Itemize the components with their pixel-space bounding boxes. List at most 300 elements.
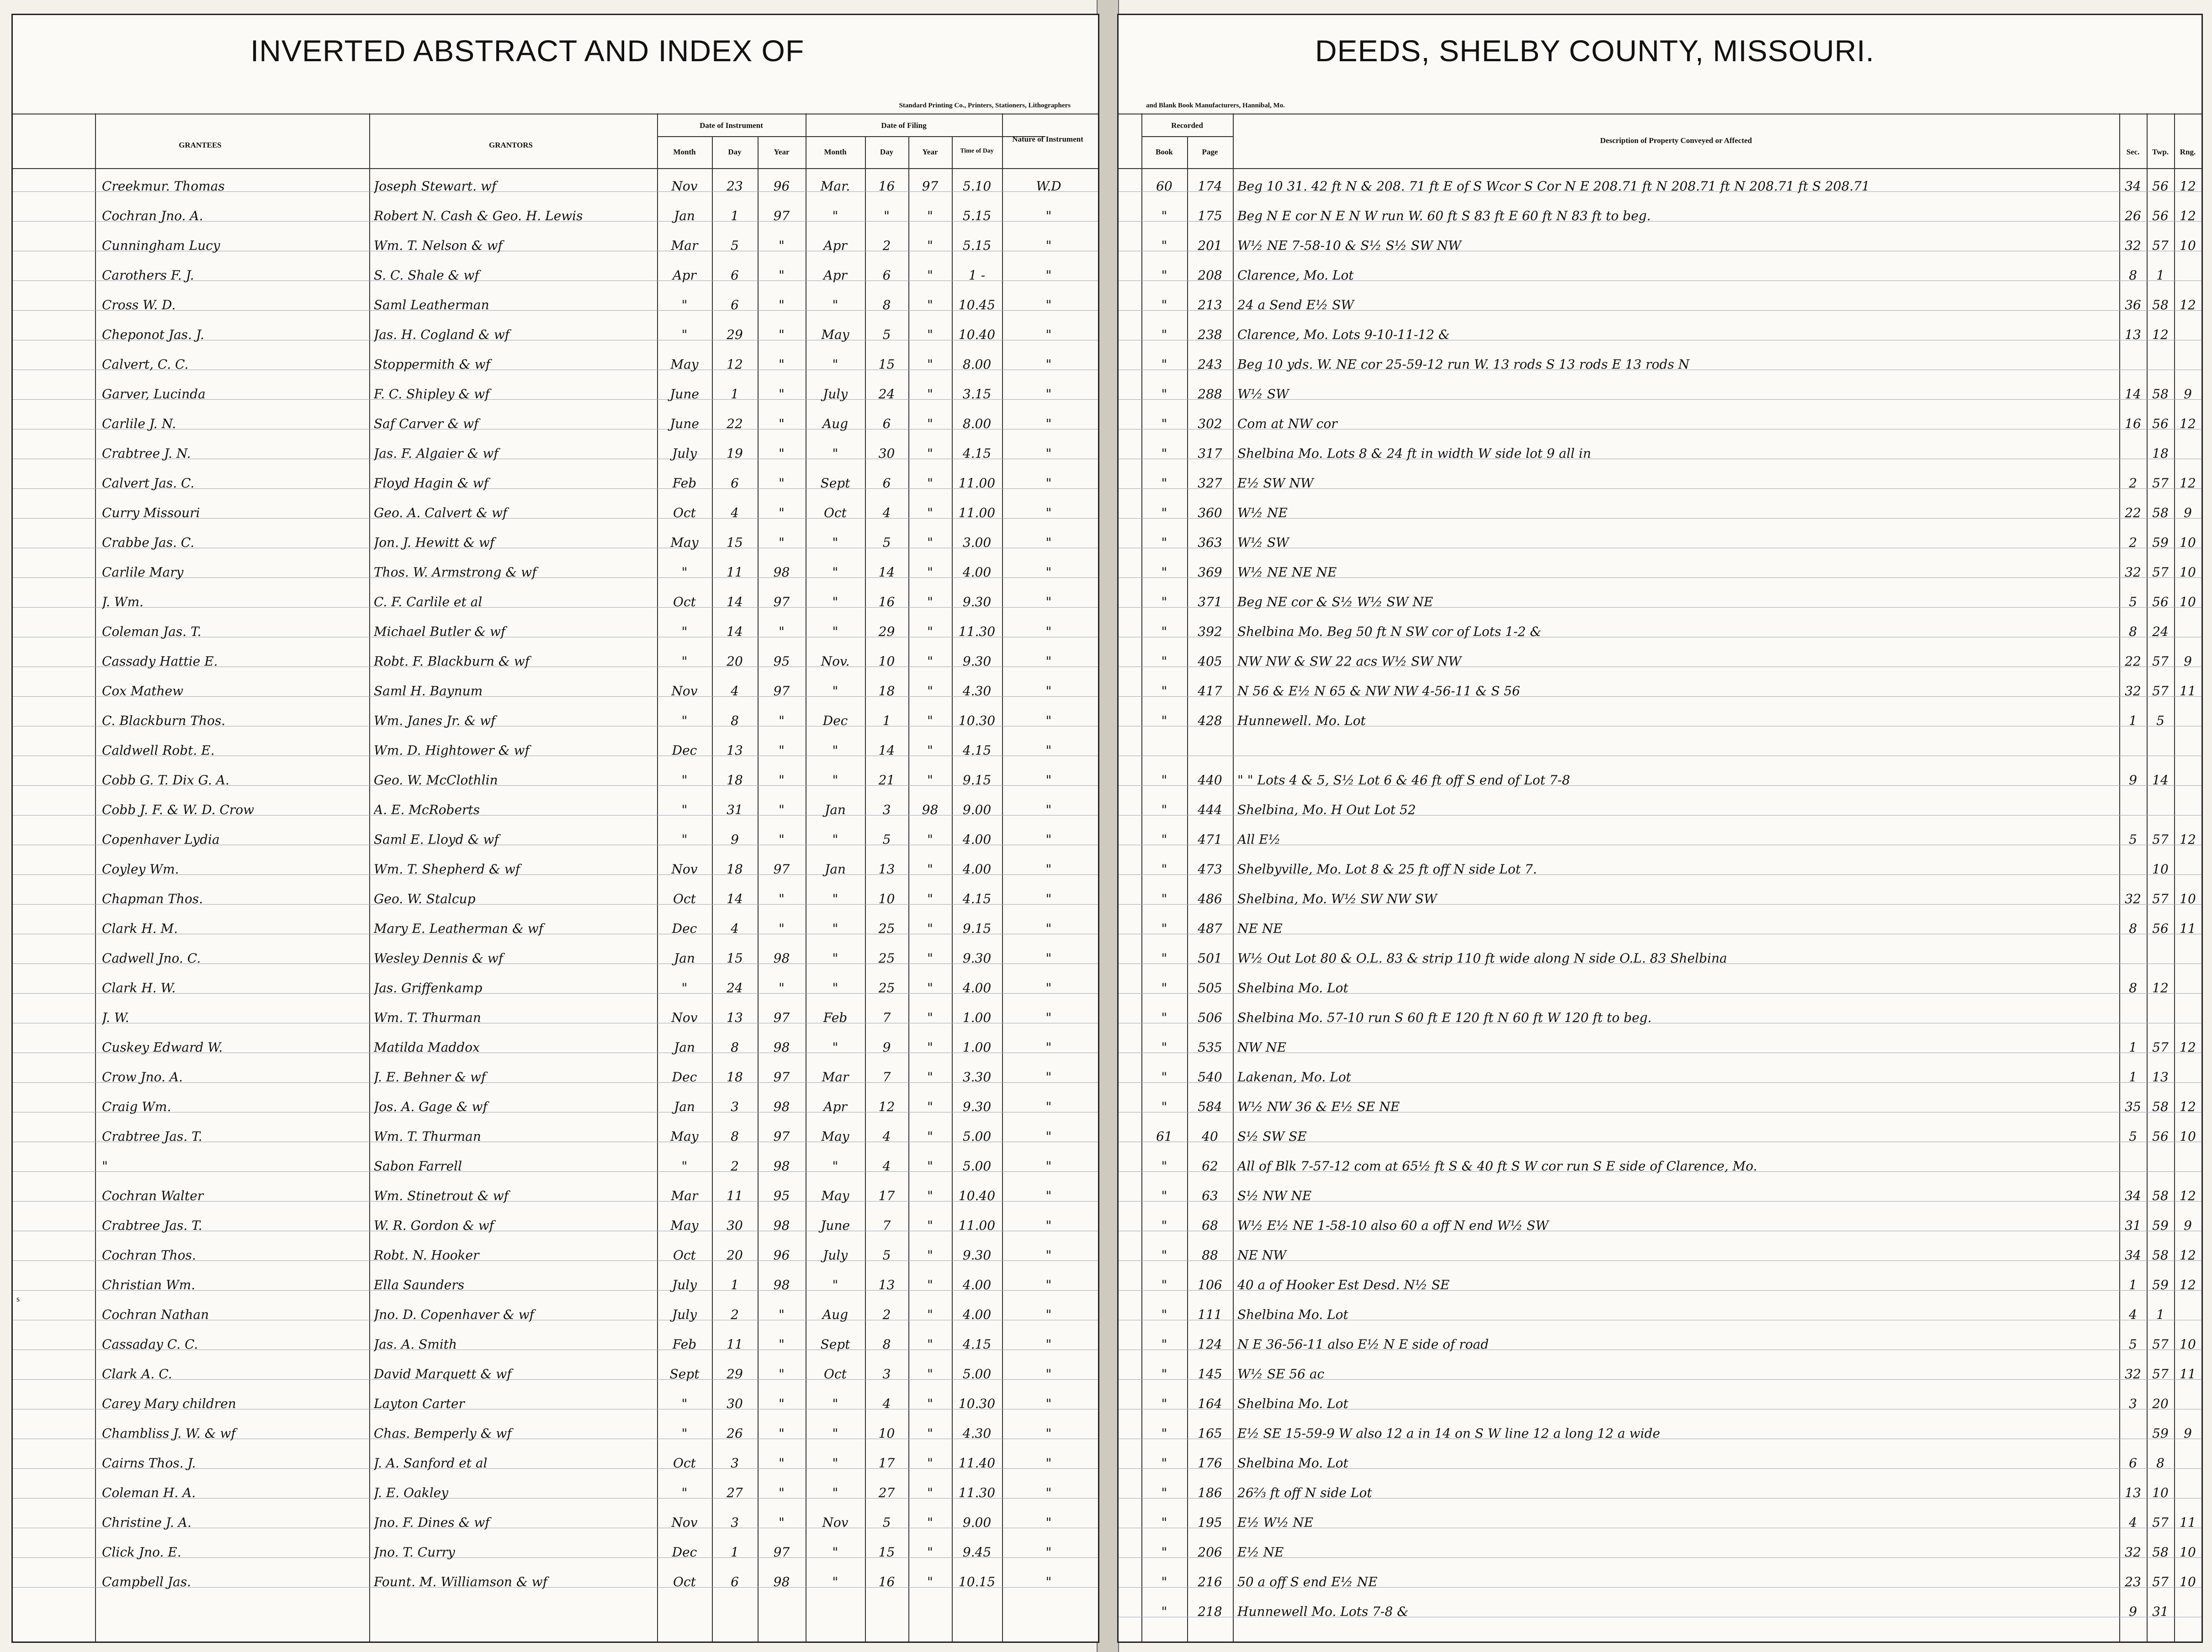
left-nature-cell: " [1045,1366,1052,1382]
left-filing-year-cell: " [927,1366,933,1382]
left-filing-time-cell: 10.45 [958,297,996,312]
left-nature-cell: " [1045,1040,1052,1055]
left-instr-day-cell: 11 [727,565,743,580]
left-nature-cell: " [1045,446,1052,461]
left-grantee-cell: Campbell Jas. [102,1574,191,1589]
left-ledger-row [13,1358,1098,1380]
date-of-filing-header: Date of Filing [881,121,927,130]
right-sec-cell: 9 [2129,1604,2137,1619]
right-description-cell: E½ SE 15-59-9 W also 12 a in 14 on S W line 12 a long 12 a wide [1237,1426,1660,1441]
left-grantor-cell: Geo. A. Calvert & wf [374,505,508,520]
left-filing-year-cell: " [927,654,933,669]
right-description-cell: NW NW & SW 22 acs W½ SW NW [1237,654,1462,669]
left-nature-cell: " [1045,891,1052,906]
right-twp-cell: 56 [2152,1129,2169,1144]
left-filing-time-cell: 4.00 [962,565,992,580]
left-filing-day-cell: 30 [878,446,895,461]
left-filing-day-cell: 16 [878,594,895,609]
left-instr-year-cell: 95 [773,654,790,669]
left-filing-month-cell: Oct [824,1366,847,1382]
right-page-cell: 473 [1198,862,1222,877]
right-twp-cell: 12 [2152,980,2169,995]
left-grantee-cell: Craig Wm. [102,1099,171,1114]
right-page-cell: 444 [1198,802,1222,817]
right-page-cell: 218 [1198,1604,1222,1619]
left-instr-month-cell: " [681,1159,688,1174]
right-ledger-row [1119,170,2201,192]
left-filing-year-cell: " [927,891,933,906]
left-instr-month-cell: July [672,1307,697,1322]
right-sec-cell: 16 [2125,416,2141,431]
left-instr-month-cell: Mar [671,1188,698,1203]
left-ledger-row [13,1507,1098,1528]
left-instr-day-cell: 27 [727,1485,743,1500]
left-instr-day-cell: 3 [731,1515,739,1530]
right-ledger-row [1119,1507,2201,1528]
left-instr-month-cell: May [670,1218,699,1233]
left-instr-year-cell: " [779,1456,785,1471]
left-grantor-cell: Saml E. Lloyd & wf [374,832,499,847]
left-ledger-row [13,200,1098,222]
left-filing-day-cell: 25 [878,951,895,966]
right-ledger-row [1119,1269,2201,1291]
right-header-rule [1119,113,2201,115]
left-filing-month-cell: May [821,327,849,342]
left-ledger-row [13,289,1098,311]
left-instr-month-cell: Dec [672,743,697,758]
right-book-cell: " [1161,268,1167,283]
left-nature-cell: " [1045,1337,1052,1352]
recorded-header: Recorded [1171,121,1203,130]
left-instr-day-cell: 18 [727,773,743,788]
page-header: Page [1202,148,1218,156]
left-grantee-cell: Coleman H. A. [102,1485,196,1500]
right-rng-cell: 9 [2184,1218,2192,1233]
right-book-cell: " [1161,1396,1167,1411]
left-filing-year-cell: " [927,1218,933,1233]
left-ledger-row [13,1329,1098,1350]
right-book-cell: " [1161,1188,1167,1203]
right-book-cell: " [1161,1545,1167,1560]
left-filing-time-cell: 4.00 [962,1277,992,1292]
left-filing-month-cell: Aug [822,1307,849,1322]
left-instr-year-cell: " [779,713,785,728]
left-instr-day-cell: 4 [731,921,739,936]
right-description-cell: Beg 10 31. 42 ft N & 208. 71 ft E of S Wcor S Cor N E 208.71 ft N 208.71 ft N 208.71 ft S 208.71 [1237,179,1870,194]
right-book-cell: " [1161,802,1167,817]
left-filing-year-cell: " [927,505,933,520]
right-sec-cell: 32 [2125,238,2141,253]
left-filing-month-cell: " [832,1040,838,1055]
right-twp-cell: 57 [2152,1515,2169,1530]
left-ledger-row [13,1061,1098,1083]
left-filing-year-cell: " [927,980,933,995]
left-filing-time-cell: 9.30 [962,1099,992,1114]
left-filing-time-cell: 4.15 [962,1337,992,1352]
left-filing-day-cell: " [884,208,890,223]
right-ledger-row [1119,200,2201,222]
right-ledger-row [1119,646,2201,667]
left-filing-day-cell: 14 [878,743,895,758]
right-sec-cell: 31 [2125,1218,2141,1233]
right-description-cell: 24 a Send E½ SW [1237,297,1354,312]
left-grantor-cell: Layton Carter [374,1396,465,1411]
left-filing-time-cell: 4.00 [962,862,992,877]
right-book-cell: " [1161,594,1167,609]
left-instr-month-cell: " [681,624,688,639]
left-instr-day-cell: 30 [727,1396,743,1411]
right-page-cell: 317 [1198,446,1222,461]
left-instr-year-cell: 98 [773,1099,790,1114]
right-sec-cell [2120,859,2146,880]
left-filing-time-cell: 9.30 [962,951,992,966]
left-nature-cell: " [1045,208,1052,223]
left-nature-cell: " [1045,624,1052,639]
right-description-cell: W½ NE [1237,505,1288,520]
left-instr-month-cell: Dec [672,1545,697,1560]
left-filing-month-cell: " [832,297,838,312]
right-rng-cell [2175,1483,2201,1504]
right-page-cell: 164 [1198,1396,1222,1411]
left-printer-imprint: Standard Printing Co., Printers, Stationers, Lithographers [899,102,1071,109]
right-book-cell: " [1161,1574,1167,1589]
right-twp-cell: 14 [2152,773,2169,788]
left-instr-year-cell: 97 [773,594,790,609]
left-ledger-row [13,1536,1098,1558]
left-grantee-cell: Curry Missouri [102,505,200,520]
right-sec-cell: 8 [2129,624,2137,639]
left-instr-day-cell: 11 [727,1188,743,1203]
left-filing-time-cell: 9.30 [962,594,992,609]
right-book-cell: " [1161,208,1167,223]
right-twp-cell: 56 [2152,594,2169,609]
left-ledger-row [13,1418,1098,1439]
left-filing-day-cell: 4 [882,505,891,520]
left-filing-day-cell: 2 [882,1307,891,1322]
left-instr-year-cell: " [779,1396,785,1411]
left-ledger-row [13,319,1098,340]
left-filing-month-cell: " [832,565,838,580]
left-instr-year-cell: " [779,832,785,847]
left-filing-day-cell: 25 [878,980,895,995]
left-instr-day-cell: 20 [727,1248,743,1263]
right-rng-cell: 12 [2180,1277,2196,1292]
left-instr-year-cell: " [779,980,785,995]
right-twp-cell: 58 [2152,1248,2169,1263]
right-book-cell: " [1161,1515,1167,1530]
left-filing-year-cell: " [927,357,933,372]
left-filing-time-cell: 11.00 [958,505,996,520]
left-filing-year-cell: " [927,1574,933,1589]
left-ledger-row [13,1002,1098,1023]
left-instr-day-cell: 15 [727,535,743,550]
right-description-cell: N 56 & E½ N 65 & NW NW 4-56-11 & S 56 [1237,683,1520,699]
right-book-cell: " [1161,773,1167,788]
right-twp-cell: 10 [2152,862,2169,877]
right-twp-cell: 58 [2152,1188,2169,1203]
left-instr-year-cell: " [779,743,785,758]
left-filing-day-cell: 2 [882,238,891,253]
right-twp-cell: 57 [2152,1366,2169,1382]
right-ledger-row [1119,1002,2201,1023]
left-instr-month-cell: Oct [673,1248,696,1263]
left-nature-cell: " [1045,1545,1052,1560]
right-page-cell: 371 [1198,594,1222,609]
left-ledger-row [13,497,1098,519]
left-grantor-cell: Ella Saunders [374,1277,465,1292]
right-printer-imprint: and Blank Book Manufacturers, Hannibal, Mo. [1146,102,1285,109]
right-rng-cell: 12 [2180,416,2196,431]
left-filing-time-cell: 1.00 [962,1040,992,1055]
right-description-cell: W½ Out Lot 80 & O.L. 83 & strip 110 ft wide along N side O.L. 83 Shelbina [1237,951,1727,966]
right-page-cell: 106 [1198,1277,1222,1292]
left-instr-year-cell: " [779,1307,785,1322]
right-rng-cell: 12 [2180,1188,2196,1203]
left-filing-month-cell: " [832,357,838,372]
left-instr-month-cell: " [681,297,688,312]
left-nature-cell: " [1045,1396,1052,1411]
left-ledger-row [13,1239,1098,1261]
left-filing-month-cell: Jan [825,862,846,877]
left-instr-year-cell: 96 [773,1248,790,1263]
right-description-cell: W½ E½ NE 1-58-10 also 60 a off N end W½ SW [1237,1218,1549,1233]
book-gutter [1097,0,1119,1652]
left-filing-month-cell: Mar. [820,179,850,194]
left-filing-time-cell: 10.30 [958,713,996,728]
left-grantee-cell: Carlile J. N. [102,416,176,431]
left-nature-cell: " [1045,802,1052,817]
left-grantor-cell: Thos. W. Armstrong & wf [374,565,537,580]
left-grantor-cell: Jas. A. Smith [374,1337,457,1352]
left-nature-cell: " [1045,1248,1052,1263]
right-ledger-row [1119,1536,2201,1558]
left-filing-day-cell: 16 [878,179,895,194]
left-instr-day-cell: 1 [731,1277,739,1292]
right-sec-cell: 34 [2125,1188,2141,1203]
right-ledger-row [1119,1418,2201,1439]
right-page-cell: 535 [1198,1040,1222,1055]
left-grantee-cell: Cuskey Edward W. [102,1040,223,1055]
left-filing-day-cell: 4 [882,1396,891,1411]
left-instr-year-cell: 95 [773,1188,790,1203]
left-nature-cell: " [1045,297,1052,312]
left-instr-year-cell: " [779,1366,785,1382]
left-grantee-cell: Crabtree Jas. T. [102,1218,202,1233]
right-rng-cell [2175,710,2201,731]
left-ledger-row [13,1210,1098,1231]
right-description-cell: E½ W½ NE [1237,1515,1314,1530]
left-grantor-cell: J. E. Behner & wf [374,1070,486,1085]
left-instr-month-cell: Oct [673,505,696,520]
left-nature-cell: " [1045,1129,1052,1144]
left-filing-time-cell: 3.00 [962,535,992,550]
right-ledger-row [1119,349,2201,370]
left-filing-year-cell: " [927,1277,933,1292]
right-twp-cell: 18 [2152,446,2169,461]
left-nature-cell: " [1045,1277,1052,1292]
left-filing-month-cell: " [832,832,838,847]
right-description-cell: Com at NW cor [1237,416,1337,431]
right-sec-cell: 2 [2129,476,2137,491]
right-book-cell: " [1161,832,1167,847]
left-instr-year-cell: 98 [773,1574,790,1589]
right-description-cell: W½ SE 56 ac [1237,1366,1325,1382]
left-instr-month-cell: " [681,713,688,728]
left-grantor-cell: W. R. Gordon & wf [374,1218,494,1233]
left-ledger-row [13,378,1098,400]
margin-mark: s [16,1294,20,1303]
right-rng-cell: 10 [2180,1574,2196,1589]
right-page-cell: 405 [1198,654,1222,669]
right-sec-cell: 23 [2125,1574,2141,1589]
left-filing-time-cell: 9.00 [962,802,992,817]
left-filing-year-cell: " [927,1248,933,1263]
right-ledger-row [1119,289,2201,311]
right-rng-cell: 10 [2180,1545,2196,1560]
instr-day-header: Day [728,148,742,156]
left-instr-year-cell: 97 [773,208,790,223]
right-rng-cell [2175,978,2201,999]
left-filing-month-cell: Apr [823,268,847,283]
right-rng-cell: 12 [2180,179,2196,194]
right-rng-cell [2175,354,2201,375]
left-instr-day-cell: 8 [731,1040,739,1055]
right-twp-cell: 59 [2152,1218,2169,1233]
left-nature-cell: " [1045,1307,1052,1322]
right-description-cell: Hunnewell. Mo. Lot [1237,713,1366,728]
right-rng-cell: 12 [2180,1040,2196,1055]
left-instr-year-cell: 97 [773,862,790,877]
left-instr-year-cell: 98 [773,1277,790,1292]
left-instr-year-cell: 96 [773,179,790,194]
left-filing-month-cell: Apr [823,238,847,253]
left-ledger-row [13,527,1098,548]
right-book-cell: " [1161,238,1167,253]
left-instr-year-cell: " [779,921,785,936]
right-page-cell: 584 [1198,1099,1222,1114]
left-instr-month-cell: " [681,1426,688,1441]
right-sec-cell: 32 [2125,891,2141,906]
left-filing-month-cell: " [832,1277,838,1292]
left-filing-month-cell: Mar [822,1070,849,1085]
left-filing-month-cell: " [832,921,838,936]
right-twp-cell: 57 [2152,238,2169,253]
right-twp-cell: 56 [2152,179,2169,194]
left-grantee-cell: C. Blackburn Thos. [102,713,226,728]
right-description-cell: " " Lots 4 & 5, S½ Lot 6 & 46 ft off S end of Lot 7-8 [1237,773,1570,788]
left-nature-cell: " [1045,387,1052,402]
right-rng-cell [2175,621,2201,642]
left-grantee-cell: Clark H. M. [102,921,178,936]
left-instr-month-cell: July [672,1277,697,1292]
right-rng-cell: 10 [2180,238,2196,253]
left-grantee-cell: Chambliss J. W. & wf [102,1426,236,1441]
left-instr-month-cell: " [681,327,688,342]
left-instr-day-cell: 18 [727,1070,743,1085]
left-filing-time-cell: 10.40 [958,327,996,342]
right-ledger-row [1119,527,2201,548]
left-filing-year-cell: " [927,327,933,342]
left-filing-year-cell: " [927,832,933,847]
left-filing-time-cell: 8.00 [962,416,992,431]
left-filing-day-cell: 7 [882,1070,891,1085]
left-filing-year-cell: " [927,1485,933,1500]
right-ledger-row [1119,497,2201,519]
left-filing-time-cell: 5.15 [962,208,992,223]
right-book-cell: " [1161,357,1167,372]
left-ledger-row [13,230,1098,251]
right-ledger-row [1119,1180,2201,1202]
left-instr-year-cell: " [779,624,785,639]
left-filing-time-cell: 5.00 [962,1159,992,1174]
right-ledger-row [1119,972,2201,994]
right-ledger-row [1119,1091,2201,1112]
left-filing-time-cell: 9.00 [962,1515,992,1530]
left-instr-day-cell: 14 [727,624,743,639]
left-nature-cell: " [1045,683,1052,699]
left-nature-cell: " [1045,565,1052,580]
left-instr-day-cell: 6 [731,476,739,491]
left-ledger-row [13,705,1098,726]
right-sec-cell: 32 [2125,683,2141,699]
left-nature-cell: " [1045,1515,1052,1530]
right-ledger-row [1119,794,2201,815]
right-ledger-row [1119,1447,2201,1469]
left-nature-cell: " [1045,1070,1052,1085]
left-instr-month-cell: June [670,387,699,402]
right-page-cell: 208 [1198,268,1222,283]
left-filing-time-cell: 4.00 [962,832,992,847]
right-description-cell: Clarence, Mo. Lots 9-10-11-12 & [1237,327,1450,342]
left-instr-year-cell: 97 [773,683,790,699]
right-book-cell: " [1161,1218,1167,1233]
left-instr-year-cell: " [779,1426,785,1441]
right-book-cell: " [1161,1040,1167,1055]
right-description-cell: Beg NE cor & S½ W½ SW NE [1237,594,1433,609]
left-filing-month-cell: May [821,1129,849,1144]
right-rng-cell [2175,324,2201,345]
left-ledger-row [13,1388,1098,1409]
left-ledger-row [13,586,1098,608]
right-book-cell: " [1161,1456,1167,1471]
left-filing-year-cell: " [927,1426,933,1441]
left-filing-year-cell: " [927,683,933,699]
right-description-cell: NE NW [1237,1248,1287,1263]
left-grantor-cell: Geo. W. Stalcup [374,891,476,906]
right-ledger-row [1119,764,2201,786]
right-rng-cell [2175,800,2201,821]
left-filing-day-cell: 16 [878,1574,895,1589]
left-filing-year-cell: " [927,476,933,491]
right-sec-cell [2120,800,2146,821]
right-page-cell: 486 [1198,891,1222,906]
left-instr-month-cell: Sept [669,1366,700,1382]
right-page-cell: 238 [1198,327,1222,342]
right-rng-cell: 10 [2180,535,2196,550]
left-grantee-cell: J. W. [102,1010,129,1025]
left-filing-month-cell: " [832,891,838,906]
right-twp-cell: 24 [2152,624,2169,639]
right-book-cell: " [1161,1426,1167,1441]
right-ledger-row [1119,467,2201,489]
left-header-bottom-rule [13,168,1098,169]
right-ledger-row [1119,1358,2201,1380]
left-instr-month-cell: " [681,1396,688,1411]
left-filing-time-cell: 9.45 [962,1545,992,1560]
left-ledger-row [13,1121,1098,1142]
left-grantee-cell: Cochran Thos. [102,1248,196,1263]
left-instr-day-cell: 1 [731,208,739,223]
